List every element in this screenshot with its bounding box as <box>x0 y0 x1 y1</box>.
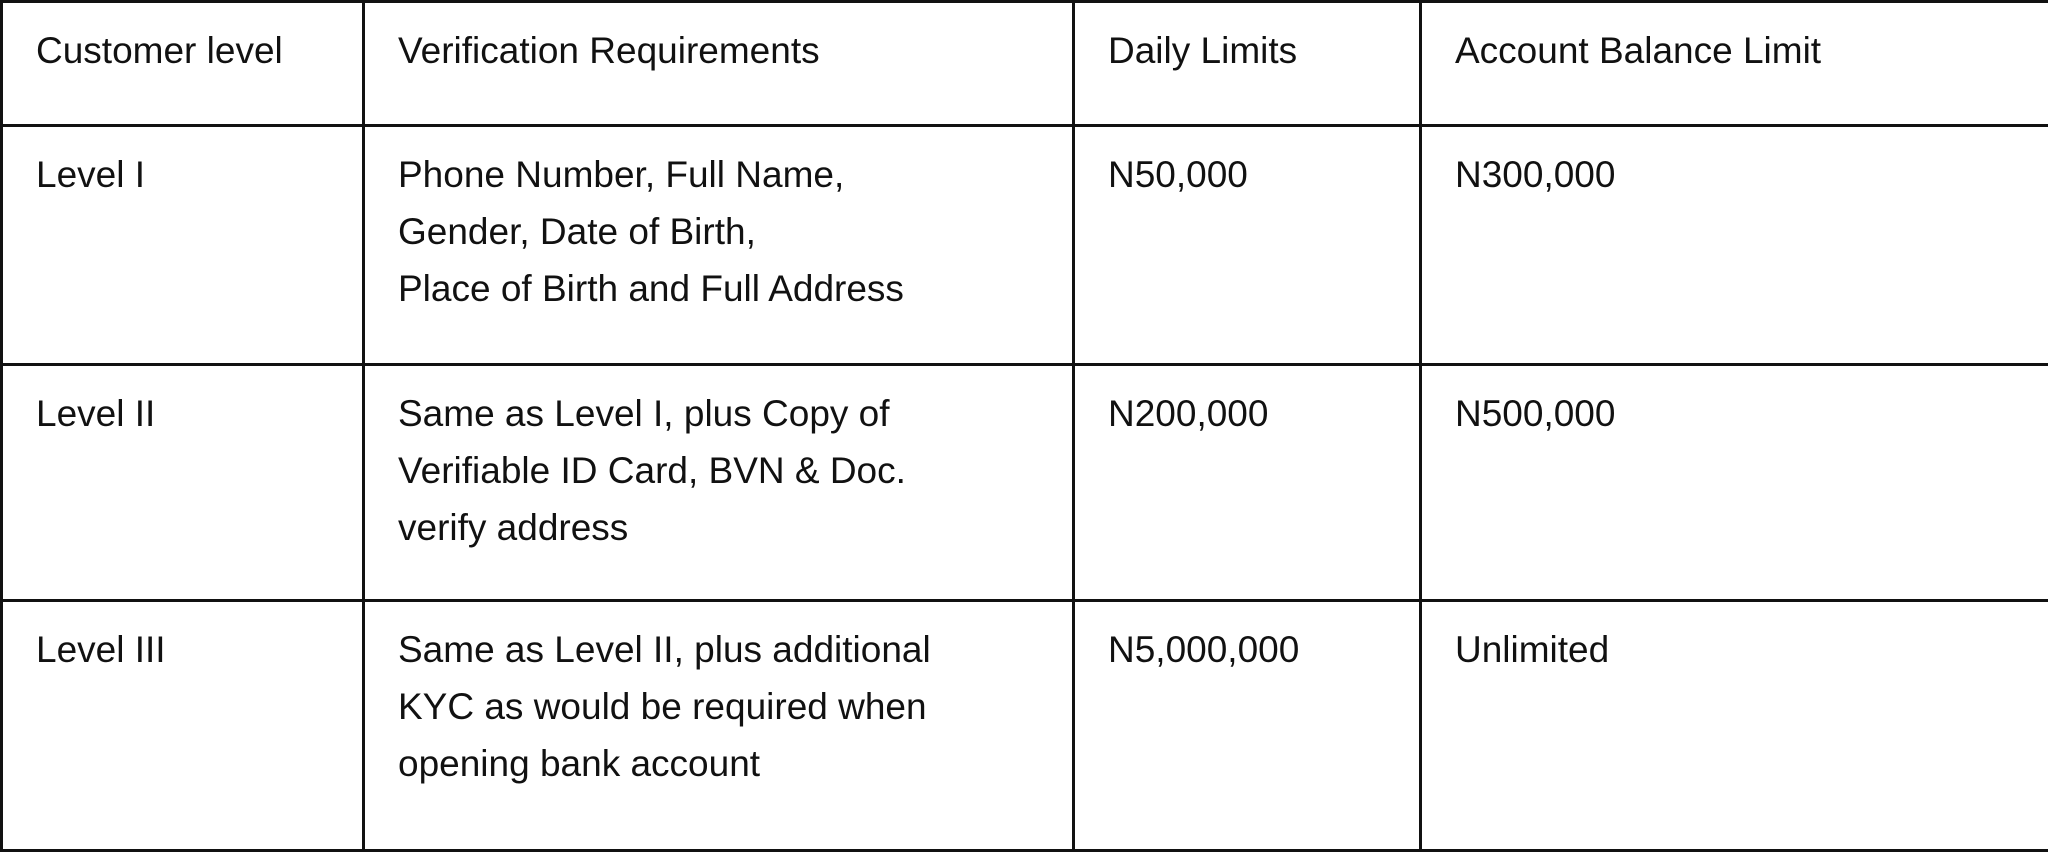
cell-daily-limit: N200,000 <box>1074 365 1421 601</box>
header-daily-limits: Daily Limits <box>1074 2 1421 126</box>
cell-customer-level: Level I <box>2 126 364 365</box>
table-row <box>2 601 2048 851</box>
cell-account-balance-limit: N500,000 <box>1421 365 2048 601</box>
table-row <box>2 126 2048 365</box>
cell-account-balance-limit: Unlimited <box>1421 601 2048 851</box>
cell-verification-requirements: Same as Level II, plus additional KYC as would be required when opening bank account <box>364 601 1074 851</box>
header-customer-level: Customer level <box>2 2 364 126</box>
cell-daily-limit: N50,000 <box>1074 126 1421 365</box>
cell-verification-requirements: Phone Number, Full Name, Gender, Date of Birth, Place of Birth and Full Address <box>364 126 1074 365</box>
table-header <box>2 2 2048 126</box>
header-row <box>2 2 2048 126</box>
header-verification-requirements: Verification Requirements <box>364 2 1074 126</box>
table-row <box>2 365 2048 601</box>
cell-customer-level: Level III <box>2 601 364 851</box>
header-account-balance-limit: Account Balance Limit <box>1421 2 2048 126</box>
cell-customer-level: Level II <box>2 365 364 601</box>
cell-account-balance-limit: N300,000 <box>1421 126 2048 365</box>
table-body <box>2 126 2048 851</box>
cell-daily-limit: N5,000,000 <box>1074 601 1421 851</box>
cell-verification-requirements: Same as Level I, plus Copy of Verifiable ID Card, BVN & Doc. verify address <box>364 365 1074 601</box>
